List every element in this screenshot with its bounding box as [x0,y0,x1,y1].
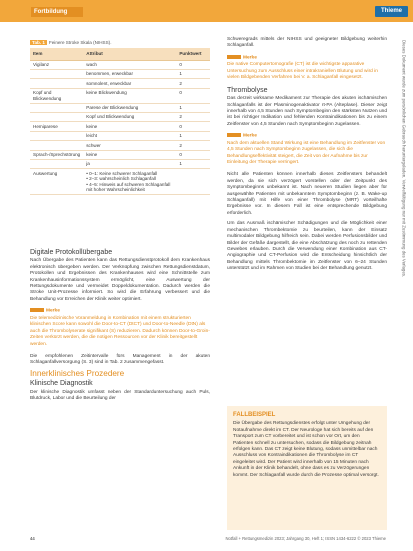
note-text: Nach dem aktuellen Stand Wirkung ist eine Behandlung im Zeitfenster von 4,5 Stunden nach Symptombeginn zugelassen, die sich die Behandlungseffektivität steigert, die Zeit von der Aufnahme bis zur Einleitung der Therapie verringert. [227,140,386,166]
cell-item: Vigilanz [30,60,83,69]
cell-item [30,141,83,150]
cell-item: Auswertung [30,169,83,195]
cell-evaluation: • 0–1: Keine schwerer Schlaganfall • 2–3: wahrscheinlich Schlaganfall • 4–5: Hinweis auf schweren Schlaganfall mit hoher Wahrscheinlichkeit [83,169,176,195]
table-row [30,122,210,131]
table-number: Tab. 1 [32,40,45,45]
paragraph-diagnostics: Der klinische Diagnostik umfasst neben der Standarduntersuchung auch Puls, Blutdruck, Labor und die Beurteilung der [30,389,210,401]
table-row [30,88,210,103]
paragraph-thrombectomy: Um das Ausmaß ischämischer Schädigungen und die Möglichkeit einer mechanischen Thrombektomie zu beurteilen, kann der Einsatz multimodaler Bildgebung hilfreich sein. Dabei werden Perfusionsbilder und Bilder der Gefäße dargestellt, die eine Abschätzung des noch zu rettenden Gewebes erlauben. Durch die Verwendung einer Kombination aus CT-Angiographie und CT-Perfusion wird die Entscheidung hinsichtlich der Behandlung mittels Thrombektomie im Zeitfenster von 6–24 Stunden unterstützt und im Rahmen von Studien bei der Behandlung genutzt. [227,221,387,272]
heading-thrombolysis: Thrombolyse [227,86,268,94]
copyright-text: Dieses Dokument wurde zum persönlichen Gebrauch heruntergeladen. Vervielfältigung nur mit Zustimmung des Verlages. [401,40,407,278]
cell-item [30,69,83,78]
cell-points: 2 [176,112,210,121]
table-caption-text: Feinere Stroke Skala (NIHSS). [48,40,112,45]
cell-item: Sprach-/Sprechstörung [30,150,83,159]
publisher-logo: Thieme [375,6,408,17]
col-header-points: Punktwert [176,48,210,60]
cell-points: 1 [176,131,210,140]
cell-attribute: schwer [83,141,176,150]
cell-points: 0 [176,60,210,69]
paragraph-patients: Nicht alle Patienten können innerhalb dieses Zeitfensters behandelt werden, da sie sich verzögert vorstellen oder der Zeitpunkt des Symptombeginns unbekannt ist. Nach neueren Studien liegen aber für ausgewählte Patienten mit unbekanntem Symptombeginn (z. B. Wake-up Schlaganfall) mit Hilfe von einer Thrombolyse (MRT) vorteilhafte Ergebnisse vor. In diesem Fall ist eine entsprechende Bildgebung erforderlich. [227,172,387,216]
cell-item [30,131,83,140]
cell-attribute: keine [83,122,176,131]
cell-points: 0 [176,88,210,103]
cell-points: 1 [176,103,210,112]
section-label: Fortbildung [31,7,83,17]
table-header-row [30,48,210,60]
nihss-table-block [30,40,210,195]
cell-item [30,159,83,168]
journal-reference: Notfall + Rettungsmedizin 2023; Jahrgang 30, Heft 1; ISSN 1434-6222 © 2023 Thieme [225,536,386,541]
left-column [30,248,210,406]
note-box [30,308,210,348]
case-study-box [227,406,387,530]
table-row [30,150,210,159]
cell-points: 2 [176,79,210,88]
table-row [30,169,210,195]
case-study-title: FALLBEISPIEL [233,412,276,418]
cell-points: 2 [176,141,210,150]
paragraph-recommendation: Die empfohlenen Zeitintervalle fürs Management in der akuten Schlaganfallversorgung (S. 3) sind in Tab. 2 zusammengefasst. [30,353,210,366]
paragraph-top: Schweregrads mittels der NIHSS und geeigneter Bildgebung weiterhin Schlaganfall. [227,37,387,49]
case-study-text: Die Übergabe des Rettungsdienstes erfolgt unter Umgehung der Notaufnahme direkt im CT. Der Neurologe hat sich bereits auf den Transport zum CT vorbereitet und ist schon vor Ort, um den Patienten schnell zu untersuchen, sodass die Bildgebung zeitnah erfolgen kann. Das CT zeigt keine Blutung, sodass unmittelbar nach Ausschluss von Kontraindikationen die Thrombolyse im CT eingeleitet wird. Der Patient wird innerhalb von 15 Minuten nach Ankunft in der Klinik behandelt, ohne dass es zu Verzögerungen kommt. Der Schlaganfall wurde durch die Prozesse optimal versorgt. [233,421,379,478]
table-row [30,69,210,78]
page-number: 44 [30,536,35,541]
col-header-attribute: Attribut [83,48,176,60]
cell-points: 0 [176,150,210,159]
cell-attribute: wach [83,60,176,69]
note-text: Die telemedizinische Voranmeldung in Kombination mit einem strukturierten klinischen Score kann sowohl die Door-to-CT (DtCT) und Door-to-Needle (DtN) als auch die Thrombolyserate signifikant (S) reduzieren. Dadurch können Door-to-Groin-Zeiten verkürzt werden, die die notigen Ressourcen vor der Klinik bereitgestellt werden. [30,315,210,347]
cell-attribute: keine [83,150,176,159]
table-row [30,103,210,112]
table-row [30,60,210,69]
cell-attribute: Kopf und Blickwendung [83,112,176,121]
heading-digital-handover: Digitale Protokollübergabe [30,249,113,256]
cell-points [176,169,210,195]
cell-item [30,103,83,112]
header-bar [0,0,413,22]
cell-points: 1 [176,159,210,168]
cell-item: Kopf und Blickwendung [30,88,83,103]
note-label: Merke [30,308,60,315]
cell-item: Hemiparese [30,122,83,131]
note-box [227,133,387,166]
cell-attribute: Parese der Blickwendung [83,103,176,112]
cell-attribute: leicht [83,131,176,140]
paragraph-digital-handover: Nach Übergabe des Patienten kann das Rettungsdienstprotokoll dem Krankenhaus elektronisch übergeben werden. Der Verknüpfung zwischen Rettungsdienstdatum, Protokollen und Ergebnissen des Krankenhauses wird eine Schnittstelle zum Krankenhausinformationssystem ermöglicht, eine Auswertung der Rettungsdokumente und vermeidet Doppeldokumentation. Dadurch werden die Stroke Unit-Prozesse informiert. So wird die Erfahrung verbessert und die Behandlung vor Erreichen der Klinik weiter optimiert. [30,258,210,302]
heading-clinical-diagnostics: Klinische Diagnostik [30,380,93,388]
right-column [227,37,387,277]
table-row [30,112,210,121]
table-row [30,79,210,88]
cell-attribute: ja [83,159,176,168]
cell-item [30,112,83,121]
cell-attribute: benommen, erweckbar [83,69,176,78]
table-row [30,131,210,140]
cell-attribute: somnolent, erweckbar [83,79,176,88]
col-header-item: Item [30,48,83,60]
cell-attribute: keine Blickwendung [83,88,176,103]
note-box [227,55,387,82]
copyright-sidebar [399,40,409,540]
note-text: Die native Computertomografie (CT) ist die wichtigste apparative Untersuchung zum Ausschluss einer intrakraniellen Blutung und wird in vielen Bildgebenden Verfahren bei V. a. Schlaganfall eingesetzt. [227,62,378,81]
note-label: Merke [227,133,257,140]
cell-points: 1 [176,69,210,78]
table-row [30,141,210,150]
table-row [30,159,210,168]
paragraph-thrombolysis: Das derzeit wirksame Medikament zur Therapie des akuten ischämischen Schlaganfalls ist der Plasminogenaktivator rt-PA (Alteplase). Dieser zeigt innerhalb von 4,5 Stunden nach Symptombeginn den stärksten Nutzen und ist bei richtiger Indikation und fehlenden Kontraindikationen bis zu einem Zeitfenster von 4,5 Stunden nach Symptombeginn zugelassen. [227,96,387,127]
note-label: Merke [227,55,257,62]
table-caption [30,40,210,45]
cell-points: 0 [176,122,210,131]
cell-item [30,79,83,88]
heading-inhospital: Innerklinisches Prozedere [30,368,125,378]
nihss-table [30,48,210,195]
